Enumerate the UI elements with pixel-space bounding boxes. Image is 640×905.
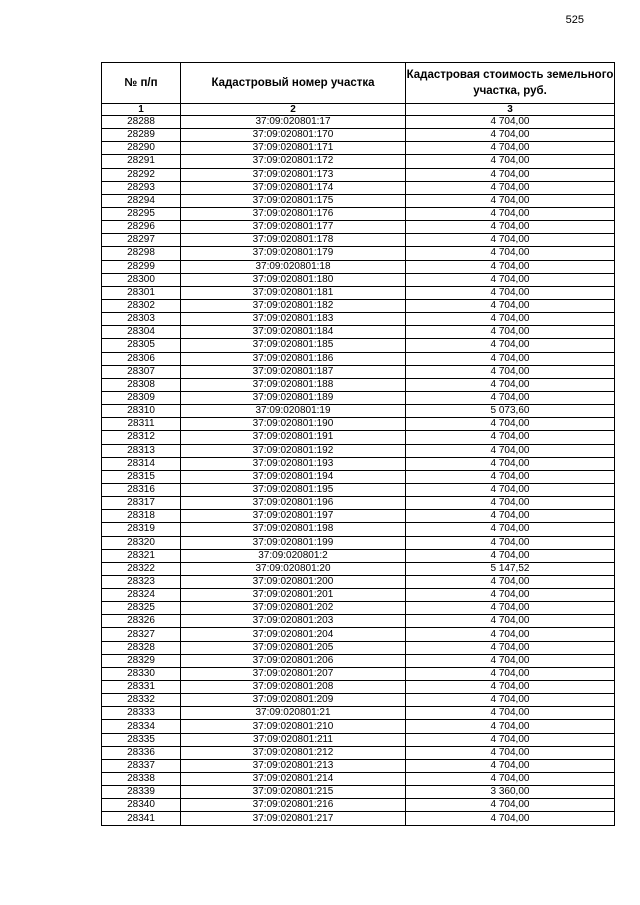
row-number-cell: 28313 bbox=[102, 444, 181, 457]
cadastral-value-cell: 4 704,00 bbox=[406, 444, 615, 457]
cadastral-number-cell: 37:09:020801:185 bbox=[181, 339, 406, 352]
cadastral-number-cell: 37:09:020801:206 bbox=[181, 654, 406, 667]
table-row bbox=[102, 418, 615, 431]
cadastral-value-cell: 4 704,00 bbox=[406, 339, 615, 352]
cadastral-value-cell: 4 704,00 bbox=[406, 812, 615, 825]
cadastral-number-cell: 37:09:020801:217 bbox=[181, 812, 406, 825]
cadastral-value-cell: 4 704,00 bbox=[406, 155, 615, 168]
row-number-cell: 28306 bbox=[102, 352, 181, 365]
cadastral-value-cell: 4 704,00 bbox=[406, 549, 615, 562]
cadastral-value-cell: 4 704,00 bbox=[406, 575, 615, 588]
table-row bbox=[102, 286, 615, 299]
cadastral-value-cell: 4 704,00 bbox=[406, 628, 615, 641]
table-row bbox=[102, 773, 615, 786]
cadastral-number-cell: 37:09:020801:197 bbox=[181, 510, 406, 523]
cadastral-value-cell: 4 704,00 bbox=[406, 221, 615, 234]
cadastral-number-cell: 37:09:020801:205 bbox=[181, 641, 406, 654]
cadastral-number-cell: 37:09:020801:215 bbox=[181, 786, 406, 799]
cadastral-value-cell: 4 704,00 bbox=[406, 418, 615, 431]
row-number-cell: 28316 bbox=[102, 483, 181, 496]
page-number: 525 bbox=[565, 14, 584, 26]
cadastral-value-cell: 4 704,00 bbox=[406, 457, 615, 470]
cadastral-value-cell: 4 704,00 bbox=[406, 720, 615, 733]
table-row bbox=[102, 431, 615, 444]
cadastral-value-cell: 4 704,00 bbox=[406, 168, 615, 181]
row-number-cell: 28328 bbox=[102, 641, 181, 654]
row-number-cell: 28334 bbox=[102, 720, 181, 733]
table-row bbox=[102, 299, 615, 312]
row-number-cell: 28291 bbox=[102, 155, 181, 168]
table-header-row bbox=[102, 63, 615, 104]
row-number-cell: 28337 bbox=[102, 759, 181, 772]
column-number-3: 3 bbox=[406, 104, 615, 116]
row-number-cell: 28317 bbox=[102, 497, 181, 510]
table-row bbox=[102, 720, 615, 733]
table-row bbox=[102, 391, 615, 404]
row-number-cell: 28330 bbox=[102, 667, 181, 680]
cadastral-value-cell: 3 360,00 bbox=[406, 786, 615, 799]
cadastral-number-cell: 37:09:020801:202 bbox=[181, 602, 406, 615]
table-row bbox=[102, 812, 615, 825]
table-row bbox=[102, 759, 615, 772]
row-number-cell: 28323 bbox=[102, 575, 181, 588]
cadastral-value-cell: 4 704,00 bbox=[406, 733, 615, 746]
cadastral-number-cell: 37:09:020801:212 bbox=[181, 746, 406, 759]
cadastral-number-cell: 37:09:020801:189 bbox=[181, 391, 406, 404]
column-number-2: 2 bbox=[181, 104, 406, 116]
cadastral-number-cell: 37:09:020801:200 bbox=[181, 575, 406, 588]
cadastral-value-cell: 4 704,00 bbox=[406, 497, 615, 510]
table-row bbox=[102, 654, 615, 667]
table-row bbox=[102, 273, 615, 286]
table-row bbox=[102, 510, 615, 523]
row-number-cell: 28301 bbox=[102, 286, 181, 299]
cadastral-number-cell: 37:09:020801:17 bbox=[181, 116, 406, 129]
cadastral-value-cell: 4 704,00 bbox=[406, 260, 615, 273]
table-row bbox=[102, 234, 615, 247]
cadastral-value-cell: 4 704,00 bbox=[406, 483, 615, 496]
cadastral-value-cell: 4 704,00 bbox=[406, 746, 615, 759]
table-row bbox=[102, 523, 615, 536]
table-row bbox=[102, 155, 615, 168]
row-number-cell: 28299 bbox=[102, 260, 181, 273]
cadastral-number-cell: 37:09:020801:213 bbox=[181, 759, 406, 772]
cadastral-value-cell: 4 704,00 bbox=[406, 602, 615, 615]
row-number-cell: 28302 bbox=[102, 299, 181, 312]
cadastral-number-cell: 37:09:020801:192 bbox=[181, 444, 406, 457]
row-number-cell: 28290 bbox=[102, 142, 181, 155]
row-number-cell: 28294 bbox=[102, 194, 181, 207]
cadastral-number-cell: 37:09:020801:180 bbox=[181, 273, 406, 286]
table-row bbox=[102, 339, 615, 352]
row-number-cell: 28307 bbox=[102, 365, 181, 378]
table-row bbox=[102, 602, 615, 615]
table-row bbox=[102, 799, 615, 812]
table-row bbox=[102, 326, 615, 339]
row-number-cell: 28324 bbox=[102, 589, 181, 602]
cadastral-number-cell: 37:09:020801:177 bbox=[181, 221, 406, 234]
row-number-cell: 28319 bbox=[102, 523, 181, 536]
table-row bbox=[102, 365, 615, 378]
table-row bbox=[102, 470, 615, 483]
table-row bbox=[102, 247, 615, 260]
cadastral-value-cell: 4 704,00 bbox=[406, 352, 615, 365]
cadastral-number-cell: 37:09:020801:178 bbox=[181, 234, 406, 247]
row-number-cell: 28312 bbox=[102, 431, 181, 444]
row-number-cell: 28298 bbox=[102, 247, 181, 260]
row-number-cell: 28325 bbox=[102, 602, 181, 615]
row-number-cell: 28308 bbox=[102, 378, 181, 391]
row-number-cell: 28341 bbox=[102, 812, 181, 825]
cadastral-number-cell: 37:09:020801:21 bbox=[181, 707, 406, 720]
cadastral-number-cell: 37:09:020801:171 bbox=[181, 142, 406, 155]
row-number-cell: 28310 bbox=[102, 405, 181, 418]
cadastral-value-cell: 4 704,00 bbox=[406, 313, 615, 326]
row-number-cell: 28340 bbox=[102, 799, 181, 812]
table-row bbox=[102, 641, 615, 654]
cadastral-number-cell: 37:09:020801:174 bbox=[181, 181, 406, 194]
table-row bbox=[102, 457, 615, 470]
cadastral-value-cell: 4 704,00 bbox=[406, 391, 615, 404]
table-row bbox=[102, 497, 615, 510]
table-row bbox=[102, 116, 615, 129]
table-row bbox=[102, 733, 615, 746]
cadastral-value-cell: 4 704,00 bbox=[406, 234, 615, 247]
cadastral-value-cell: 4 704,00 bbox=[406, 667, 615, 680]
cadastral-value-cell: 4 704,00 bbox=[406, 116, 615, 129]
row-number-cell: 28322 bbox=[102, 562, 181, 575]
row-number-cell: 28320 bbox=[102, 536, 181, 549]
cadastral-value-cell: 4 704,00 bbox=[406, 759, 615, 772]
cadastral-value-cell: 4 704,00 bbox=[406, 273, 615, 286]
table-row bbox=[102, 786, 615, 799]
cadastral-value-cell: 4 704,00 bbox=[406, 536, 615, 549]
cadastral-number-cell: 37:09:020801:191 bbox=[181, 431, 406, 444]
row-number-cell: 28296 bbox=[102, 221, 181, 234]
cadastral-number-cell: 37:09:020801:214 bbox=[181, 773, 406, 786]
cadastral-number-cell: 37:09:020801:176 bbox=[181, 207, 406, 220]
table-row bbox=[102, 207, 615, 220]
header-cadastral-value: Кадастровая стоимость земельного участка, руб. bbox=[406, 63, 615, 104]
table-row bbox=[102, 378, 615, 391]
table-row bbox=[102, 562, 615, 575]
table-row bbox=[102, 129, 615, 142]
cadastral-number-cell: 37:09:020801:196 bbox=[181, 497, 406, 510]
cadastral-number-cell: 37:09:020801:207 bbox=[181, 667, 406, 680]
header-cadastral-number: Кадастровый номер участка bbox=[181, 63, 406, 104]
row-number-cell: 28289 bbox=[102, 129, 181, 142]
row-number-cell: 28295 bbox=[102, 207, 181, 220]
table-body bbox=[102, 116, 615, 826]
cadastral-number-cell: 37:09:020801:188 bbox=[181, 378, 406, 391]
table-row bbox=[102, 142, 615, 155]
table-row bbox=[102, 536, 615, 549]
row-number-cell: 28288 bbox=[102, 116, 181, 129]
row-number-cell: 28309 bbox=[102, 391, 181, 404]
table-row bbox=[102, 260, 615, 273]
cadastral-number-cell: 37:09:020801:183 bbox=[181, 313, 406, 326]
row-number-cell: 28339 bbox=[102, 786, 181, 799]
table-row bbox=[102, 707, 615, 720]
row-number-cell: 28333 bbox=[102, 707, 181, 720]
cadastral-value-cell: 4 704,00 bbox=[406, 510, 615, 523]
cadastral-value-cell: 4 704,00 bbox=[406, 129, 615, 142]
cadastral-number-cell: 37:09:020801:204 bbox=[181, 628, 406, 641]
cadastral-value-cell: 4 704,00 bbox=[406, 799, 615, 812]
cadastral-number-cell: 37:09:020801:199 bbox=[181, 536, 406, 549]
cadastral-number-cell: 37:09:020801:194 bbox=[181, 470, 406, 483]
table-row bbox=[102, 168, 615, 181]
table-row bbox=[102, 694, 615, 707]
cadastral-value-cell: 4 704,00 bbox=[406, 299, 615, 312]
row-number-cell: 28292 bbox=[102, 168, 181, 181]
cadastral-number-cell: 37:09:020801:216 bbox=[181, 799, 406, 812]
row-number-cell: 28335 bbox=[102, 733, 181, 746]
cadastral-number-cell: 37:09:020801:190 bbox=[181, 418, 406, 431]
cadastral-number-cell: 37:09:020801:173 bbox=[181, 168, 406, 181]
cadastral-value-cell: 4 704,00 bbox=[406, 247, 615, 260]
row-number-cell: 28331 bbox=[102, 681, 181, 694]
header-row-number: № п/п bbox=[102, 63, 181, 104]
cadastral-number-cell: 37:09:020801:208 bbox=[181, 681, 406, 694]
table-row bbox=[102, 221, 615, 234]
table-row bbox=[102, 313, 615, 326]
column-number-row bbox=[102, 104, 615, 116]
table-row bbox=[102, 194, 615, 207]
cadastral-number-cell: 37:09:020801:201 bbox=[181, 589, 406, 602]
row-number-cell: 28332 bbox=[102, 694, 181, 707]
cadastral-value-cell: 4 704,00 bbox=[406, 681, 615, 694]
table-row bbox=[102, 628, 615, 641]
row-number-cell: 28304 bbox=[102, 326, 181, 339]
table-row bbox=[102, 405, 615, 418]
table-row bbox=[102, 181, 615, 194]
row-number-cell: 28311 bbox=[102, 418, 181, 431]
cadastral-number-cell: 37:09:020801:182 bbox=[181, 299, 406, 312]
cadastral-number-cell: 37:09:020801:181 bbox=[181, 286, 406, 299]
table-row bbox=[102, 352, 615, 365]
row-number-cell: 28293 bbox=[102, 181, 181, 194]
table-row bbox=[102, 444, 615, 457]
cadastral-number-cell: 37:09:020801:19 bbox=[181, 405, 406, 418]
cadastral-value-cell: 4 704,00 bbox=[406, 589, 615, 602]
table-row bbox=[102, 667, 615, 680]
cadastral-number-cell: 37:09:020801:179 bbox=[181, 247, 406, 260]
table-row bbox=[102, 575, 615, 588]
cadastral-value-cell: 4 704,00 bbox=[406, 181, 615, 194]
row-number-cell: 28321 bbox=[102, 549, 181, 562]
cadastral-number-cell: 37:09:020801:18 bbox=[181, 260, 406, 273]
cadastral-number-cell: 37:09:020801:187 bbox=[181, 365, 406, 378]
cadastral-number-cell: 37:09:020801:195 bbox=[181, 483, 406, 496]
table-row bbox=[102, 589, 615, 602]
row-number-cell: 28327 bbox=[102, 628, 181, 641]
row-number-cell: 28318 bbox=[102, 510, 181, 523]
cadastral-value-cell: 4 704,00 bbox=[406, 207, 615, 220]
cadastral-value-cell: 4 704,00 bbox=[406, 641, 615, 654]
row-number-cell: 28329 bbox=[102, 654, 181, 667]
table-row bbox=[102, 681, 615, 694]
cadastral-number-cell: 37:09:020801:170 bbox=[181, 129, 406, 142]
cadastral-value-cell: 5 147,52 bbox=[406, 562, 615, 575]
table-row bbox=[102, 483, 615, 496]
cadastral-value-cell: 4 704,00 bbox=[406, 431, 615, 444]
cadastral-value-cell: 4 704,00 bbox=[406, 707, 615, 720]
row-number-cell: 28297 bbox=[102, 234, 181, 247]
row-number-cell: 28326 bbox=[102, 615, 181, 628]
cadastral-number-cell: 37:09:020801:175 bbox=[181, 194, 406, 207]
row-number-cell: 28314 bbox=[102, 457, 181, 470]
cadastral-value-cell: 4 704,00 bbox=[406, 286, 615, 299]
cadastral-value-cell: 4 704,00 bbox=[406, 142, 615, 155]
cadastral-number-cell: 37:09:020801:209 bbox=[181, 694, 406, 707]
cadastral-number-cell: 37:09:020801:203 bbox=[181, 615, 406, 628]
cadastral-number-cell: 37:09:020801:172 bbox=[181, 155, 406, 168]
cadastral-value-cell: 4 704,00 bbox=[406, 326, 615, 339]
cadastral-number-cell: 37:09:020801:186 bbox=[181, 352, 406, 365]
cadastral-number-cell: 37:09:020801:211 bbox=[181, 733, 406, 746]
cadastral-value-cell: 4 704,00 bbox=[406, 365, 615, 378]
cadastral-value-table bbox=[101, 62, 615, 826]
row-number-cell: 28338 bbox=[102, 773, 181, 786]
cadastral-value-cell: 4 704,00 bbox=[406, 654, 615, 667]
table-row bbox=[102, 746, 615, 759]
cadastral-number-cell: 37:09:020801:193 bbox=[181, 457, 406, 470]
row-number-cell: 28336 bbox=[102, 746, 181, 759]
cadastral-value-cell: 4 704,00 bbox=[406, 694, 615, 707]
row-number-cell: 28305 bbox=[102, 339, 181, 352]
cadastral-value-cell: 5 073,60 bbox=[406, 405, 615, 418]
cadastral-value-cell: 4 704,00 bbox=[406, 470, 615, 483]
cadastral-value-cell: 4 704,00 bbox=[406, 615, 615, 628]
row-number-cell: 28300 bbox=[102, 273, 181, 286]
cadastral-value-cell: 4 704,00 bbox=[406, 378, 615, 391]
row-number-cell: 28303 bbox=[102, 313, 181, 326]
cadastral-number-cell: 37:09:020801:2 bbox=[181, 549, 406, 562]
table-row bbox=[102, 549, 615, 562]
table-row bbox=[102, 615, 615, 628]
cadastral-value-cell: 4 704,00 bbox=[406, 773, 615, 786]
cadastral-number-cell: 37:09:020801:210 bbox=[181, 720, 406, 733]
cadastral-number-cell: 37:09:020801:20 bbox=[181, 562, 406, 575]
cadastral-number-cell: 37:09:020801:184 bbox=[181, 326, 406, 339]
cadastral-value-cell: 4 704,00 bbox=[406, 523, 615, 536]
row-number-cell: 28315 bbox=[102, 470, 181, 483]
cadastral-value-cell: 4 704,00 bbox=[406, 194, 615, 207]
column-number-1: 1 bbox=[102, 104, 181, 116]
cadastral-number-cell: 37:09:020801:198 bbox=[181, 523, 406, 536]
